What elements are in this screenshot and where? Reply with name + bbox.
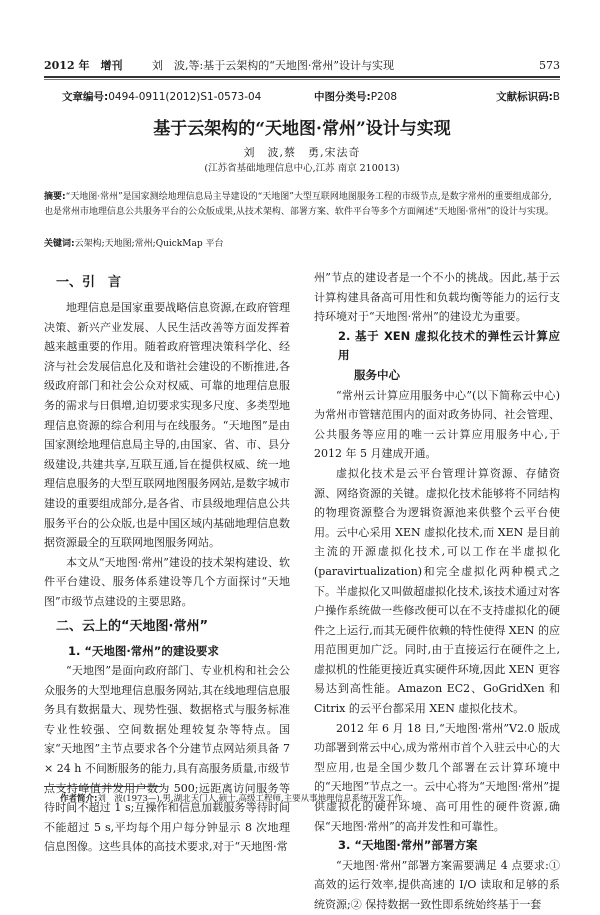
keywords xyxy=(44,237,560,251)
authors: 刘 波,蔡 勇,宋法奇 xyxy=(243,146,361,159)
page-number: 573 xyxy=(539,59,560,72)
article-meta xyxy=(62,89,560,105)
paragraph: 地理信息是国家重要战略信息资源,在政府管理决策、新兴产业发展、人民生活改善等方面发挥着越来越重要的作用。随着政府管理决策科学化、经济与社会发展信息化及和谐社会建设的不断推进,各级政府部门和社会公众对权威、可靠的地理信息服务的需求与日俱增,迫切要求实现多尺度、多类型地理信息资源的综合利用与在线服务。“天地图”是由国家测绘地理信息局主导的,由国家、省、市、县分级建设,共建共享,互联互通,旨在提供权威、统一地理信息服务的大型互联网地图服务网站,是数字城市建设的重要组成部分,是各省、市县级地理信息公共服务平台的公众版,也是中国区域内基础地理信息数据资源最全的互联网地图服务网站。 xyxy=(44,301,290,550)
paragraph: “天地图·常州”部署方案需要满足 4 点要求:① 高效的运行效率,提供高速的 I/O 读取和足够的系统资源;② 保持数据一致性即系统始终基于一套 xyxy=(314,858,560,911)
right-column xyxy=(314,268,560,915)
author-footnote xyxy=(60,792,560,806)
header-rule-thin xyxy=(44,79,560,80)
document-code: 文献标识码:B xyxy=(496,91,560,103)
paragraph: 2012 年 6 月 18 日,“天地图·常州”V2.0 版成功部署到常云中心,成为常州市首个入驻云中心的大型应用,也是全国少数几个部署在云计算环境中的“天地图”节点之一。云中心将为“天地图·常州”提供虚拟化的硬件环境、高可用性的硬件资源,确保“天地图·常州”的高并发性和可靠性。 xyxy=(314,721,560,833)
journal-year-issue: 2012 年 增刊 xyxy=(44,59,123,72)
running-head-title: 刘 波,等:基于云架构的“天地图·常州”设计与实现 xyxy=(152,59,394,72)
section-heading-cloud: 二、云上的“天地图·常州” xyxy=(56,618,209,634)
subsection-heading-deployment: 3. “天地图·常州”部署方案 xyxy=(338,838,478,853)
paragraph: “常州云计算应用服务中心”(以下简称云中心)为常州市管辖范围内的面对政务协同、社会管理、公共服务等应用的唯一云计算应用服务中心,于 2012 年 5 月建成开通。 xyxy=(314,388,560,461)
paragraph: 虚拟化技术是云平台管理计算资源、存储资源、网络资源的关键。虚拟化技术能够将不同结构的物理资源整合为逻辑资源池来供整个云平台使用。云中心采用 XEN 虚拟化技术,而 XEN 是目前主流的开源虚拟化技术,可以工作在半虚拟化(paravirtualization)和完全虚拟化两种模式之下。半虚拟化又叫做超虚拟化技术,该技术通过对客户操作系统做一些修改便可以在不支持虚拟化的硬件之上运行,而其无硬件依赖的特性使得 XEN 的应用范围更加广泛。同时,由于直接运行在硬件之上,虚拟机的性能更接近真实硬件环境,因此 XEN 更容易达到高性能。Amazon EC2、GoGridXen 和 Citrix 的云平台都采用 XEN 虚拟化技术。 xyxy=(314,466,560,716)
left-column xyxy=(44,268,290,857)
paper-title: 基于云架构的“天地图·常州”设计与实现 xyxy=(153,119,451,139)
paragraph: “天地图”是面向政府部门、专业机构和社会公众服务的大型地理信息服务网站,其在线地理信息服务具有数据量大、现势性强、数据格式与服务标准专业性较强、空间数据处理较复杂等特点。国家“天地图”主节点要求各个分建节点网站须具备 7 × 24 h 不间断服务的能力,具有高服务质量,市级节点支持峰值并发用户数为 500;远距离访问服务等待时间不超过 1 s;互操作和信息加载服务等待时间不能超过 5 s,平均每个用户每分钟显示 8 次地理信息图像。这些具体的高技术要求,对于“天地图·常 xyxy=(44,664,290,854)
footnote-text: 刘 波(1973—),男,湖北天门人,硕士,高级工程师,主要从事地理信息系统开发工作。 xyxy=(97,794,412,804)
footnote-label: 作者简介: xyxy=(60,794,98,804)
affiliation: (江苏省基础地理信息中心,江苏 南京 210013) xyxy=(204,163,400,174)
header-rule xyxy=(44,76,560,78)
abstract xyxy=(44,190,560,220)
running-head xyxy=(44,58,560,74)
keywords-label: 关键词: xyxy=(44,239,75,249)
paragraph: 本文从“天地图·常州”建设的技术架构建设、软件平台建设、服务体系建设等几个方面探讨“天地图”市级节点建设的主要思路。 xyxy=(44,555,290,608)
clc-number: 中图分类号:P208 xyxy=(314,91,398,103)
abstract-label: 摘要: xyxy=(44,192,66,202)
subsection-heading-xen: 2. 基于 XEN 虚拟化技术的弹性云计算应用 服务中心 xyxy=(338,328,560,382)
footnote-rule xyxy=(44,786,162,787)
abstract-text: “天地图·常州”是国家测绘地理信息局主导建设的“天地图”大型互联网地图服务工程的市级节点,是数字常州的重要组成部分,也是常州市地理信息公共服务平台的公众版成果,从技术架构、部署方案、软件平台等多个方面阐述“天地图·常州”的设计与实现。 xyxy=(44,192,554,217)
section-heading-introduction: 一、引 言 xyxy=(56,275,122,290)
article-number: 文章编号:0494-0911(2012)S1-0573-04 xyxy=(62,91,262,103)
paragraph: 州”节点的建设者是一个不小的挑战。因此,基于云计算构建具备高可用性和负载均衡等能力的运行支持环境对于“天地图·常州”的建设尤为重要。 xyxy=(314,271,560,324)
keywords-text: 云架构;天地图;常州;QuickMap 平台 xyxy=(74,239,224,249)
subsection-heading-requirements: 1. “天地图·常州”的建设要求 xyxy=(68,643,219,658)
